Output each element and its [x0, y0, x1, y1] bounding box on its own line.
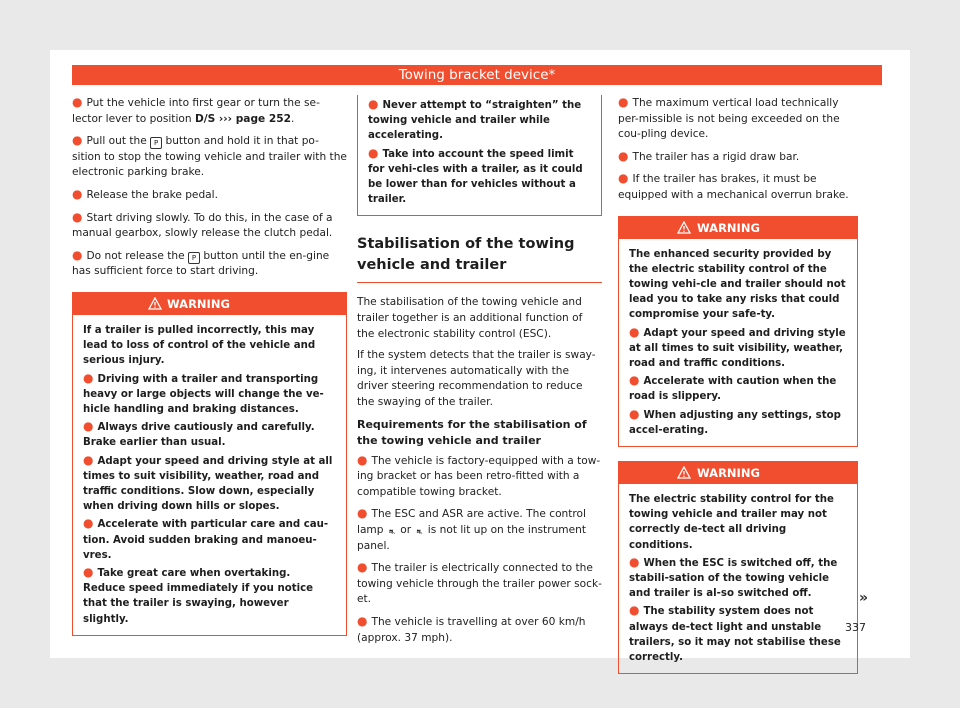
warning-header: WARNING: [619, 217, 857, 239]
warning-body: The enhanced security provided by the electric stability control of the towing vehi-cle and trailer should not lead you to take any risks that could compromise your safe-ty. ● Adapt your speed and driving style at all times to suit visibility, weather, road and traffic conditions. ● Accelerate with caution when the road is slippery. ● When adjusting any settings, stop accel-erating.: [619, 239, 857, 446]
esc-off-lamp-icon: ⛐: [416, 527, 423, 536]
continued-marker: »: [858, 590, 868, 606]
warning-body: If a trailer is pulled incorrectly, this may lead to loss of control of the vehicle and serious injury. ● Driving with a trailer and transporting heavy or large objects will change the ve-hicle handling and braking distances. ● Always drive cautiously and carefully. Brake earlier than usual. ● Adapt your speed and driving style at all times to suit visibility, weather, road and traffic conditions. Slow down, especially when driving down hills or slopes. ● Accelerate with particular care and cau-tion. Avoid sudden braking and manoeu-vres. ● Take great care when overtaking. Reduce speed immediately if you notice that the trailer is swaying, however slightly.: [73, 315, 346, 635]
list-item: ● Pull out the P button and hold it in that po-sition to stop the towing vehicle and trailer with the electronic parking brake.: [72, 133, 347, 179]
list-item: ● Start driving slowly. To do this, in the case of a manual gearbox, slowly release the clutch pedal.: [72, 209, 333, 240]
warning-item: ● Never attempt to “straighten” the towing vehicle and trailer while accelerating.: [368, 97, 582, 142]
list-item: ● The maximum vertical load technically per-missible is not being exceeded on the cou-pling device.: [618, 95, 840, 141]
warning-item: ● When the ESC is switched off, the stabili-sation of the towing vehicle and trailer is al-so switched off.: [629, 554, 838, 600]
manual-page: [50, 50, 910, 664]
esc-lamp-icon: ⛐: [388, 527, 395, 536]
warning-box: [618, 216, 858, 447]
warning-item: ● Accelerate with caution when the road is slippery.: [629, 373, 837, 403]
parking-brake-icon: P: [188, 252, 200, 264]
list-item: ● The trailer has a rigid draw bar.: [618, 148, 800, 163]
subheading: Requirements for the stabilisation of the towing vehicle and trailer: [357, 417, 587, 447]
warning-body: The electric stability control for the towing vehicle and trailer may not correctly de-tect all driving conditions. ● When the ESC is switched off, the stabili-sation of the towing vehicle and trailer is al-so switched off. ● The stability system does not always de-tect light and unstable trailers, so it may not stabilise these correctly.: [619, 484, 857, 673]
list-item: ● Do not release the P button until the en-gine has sufficient force to start driving.: [72, 247, 330, 278]
warning-item: ● Take great care when overtaking. Reduce speed immediately if you notice that the trailer is swaying, however slightly.: [83, 564, 314, 625]
warning-item: ● When adjusting any settings, stop accel-erating.: [629, 406, 841, 436]
warning-triangle-icon: [148, 297, 162, 310]
warning-item: ● The stability system does not always de-tect light and unstable trailers, so it may not stabilise these correctly.: [629, 603, 841, 664]
list-item: ● If the trailer has brakes, it must be equipped with a mechanical overrun brake.: [618, 171, 849, 201]
list-item: ● The ESC and ASR are active. The control lamp ⛐ or ⛐ is not lit up on the instrument panel.: [357, 506, 586, 552]
paragraph: If the system detects that the trailer is sway-ing, it intervenes automatically with the driver steering recommendation to reduce the swaying of the trailer.: [357, 349, 596, 408]
list-item: ● The vehicle is travelling at over 60 km/h (approx. 37 mph).: [357, 613, 586, 644]
warning-box: [72, 292, 347, 636]
parking-brake-icon: P: [150, 137, 162, 149]
list-item: ● The trailer is electrically connected to the towing vehicle through the trailer power sock-et.: [357, 560, 602, 606]
warning-item: ● Driving with a trailer and transporting heavy or large objects will change the ve-hicle handling and braking distances.: [83, 370, 324, 415]
page-number: 337: [845, 621, 866, 634]
warning-triangle-icon: [677, 221, 691, 234]
warning-item: ● Adapt your speed and driving style at all times to suit visibility, weather, road and traffic conditions. Slow down, especially when driving down hills or slopes.: [83, 452, 333, 513]
warning-triangle-icon: [677, 466, 691, 479]
warning-item: ● Always drive cautiously and carefully. Brake earlier than usual.: [83, 419, 315, 449]
list-item: ● The vehicle is factory-equipped with a tow-ing bracket or has been retro-fitted with a compatible towing bracket.: [357, 452, 601, 498]
column-1: [72, 95, 347, 636]
warning-item: ● Accelerate with particular care and cau-tion. Avoid sudden braking and manoeu-vres.: [83, 516, 329, 561]
column-2: [357, 95, 602, 652]
warning-box-continued: [357, 95, 602, 216]
section-heading: Stabilisation of the towing vehicle and trailer: [357, 234, 602, 283]
column-3: [618, 95, 858, 674]
page-title: Towing bracket device*: [398, 67, 556, 83]
paragraph: The stabilisation of the towing vehicle and trailer together is an additional function of the electronic stability control (ESC).: [357, 296, 583, 340]
list-item: ● Release the brake pedal.: [72, 186, 218, 201]
warning-box: [618, 461, 858, 674]
warning-header: WARNING: [73, 293, 346, 315]
warning-header: WARNING: [619, 462, 857, 484]
list-item: ● Put the vehicle into first gear or turn the se-lector lever to position D/S ››› page 252.: [72, 95, 320, 125]
warning-item: ● Take into account the speed limit for vehi-cles with a trailer, as it could be lower than for vehicles without a trailer.: [368, 145, 583, 206]
warning-body: [358, 95, 601, 215]
page-header: [72, 65, 882, 85]
warning-item: ● Adapt your speed and driving style at all times to suit visibility, weather, road and traffic conditions.: [629, 324, 846, 369]
